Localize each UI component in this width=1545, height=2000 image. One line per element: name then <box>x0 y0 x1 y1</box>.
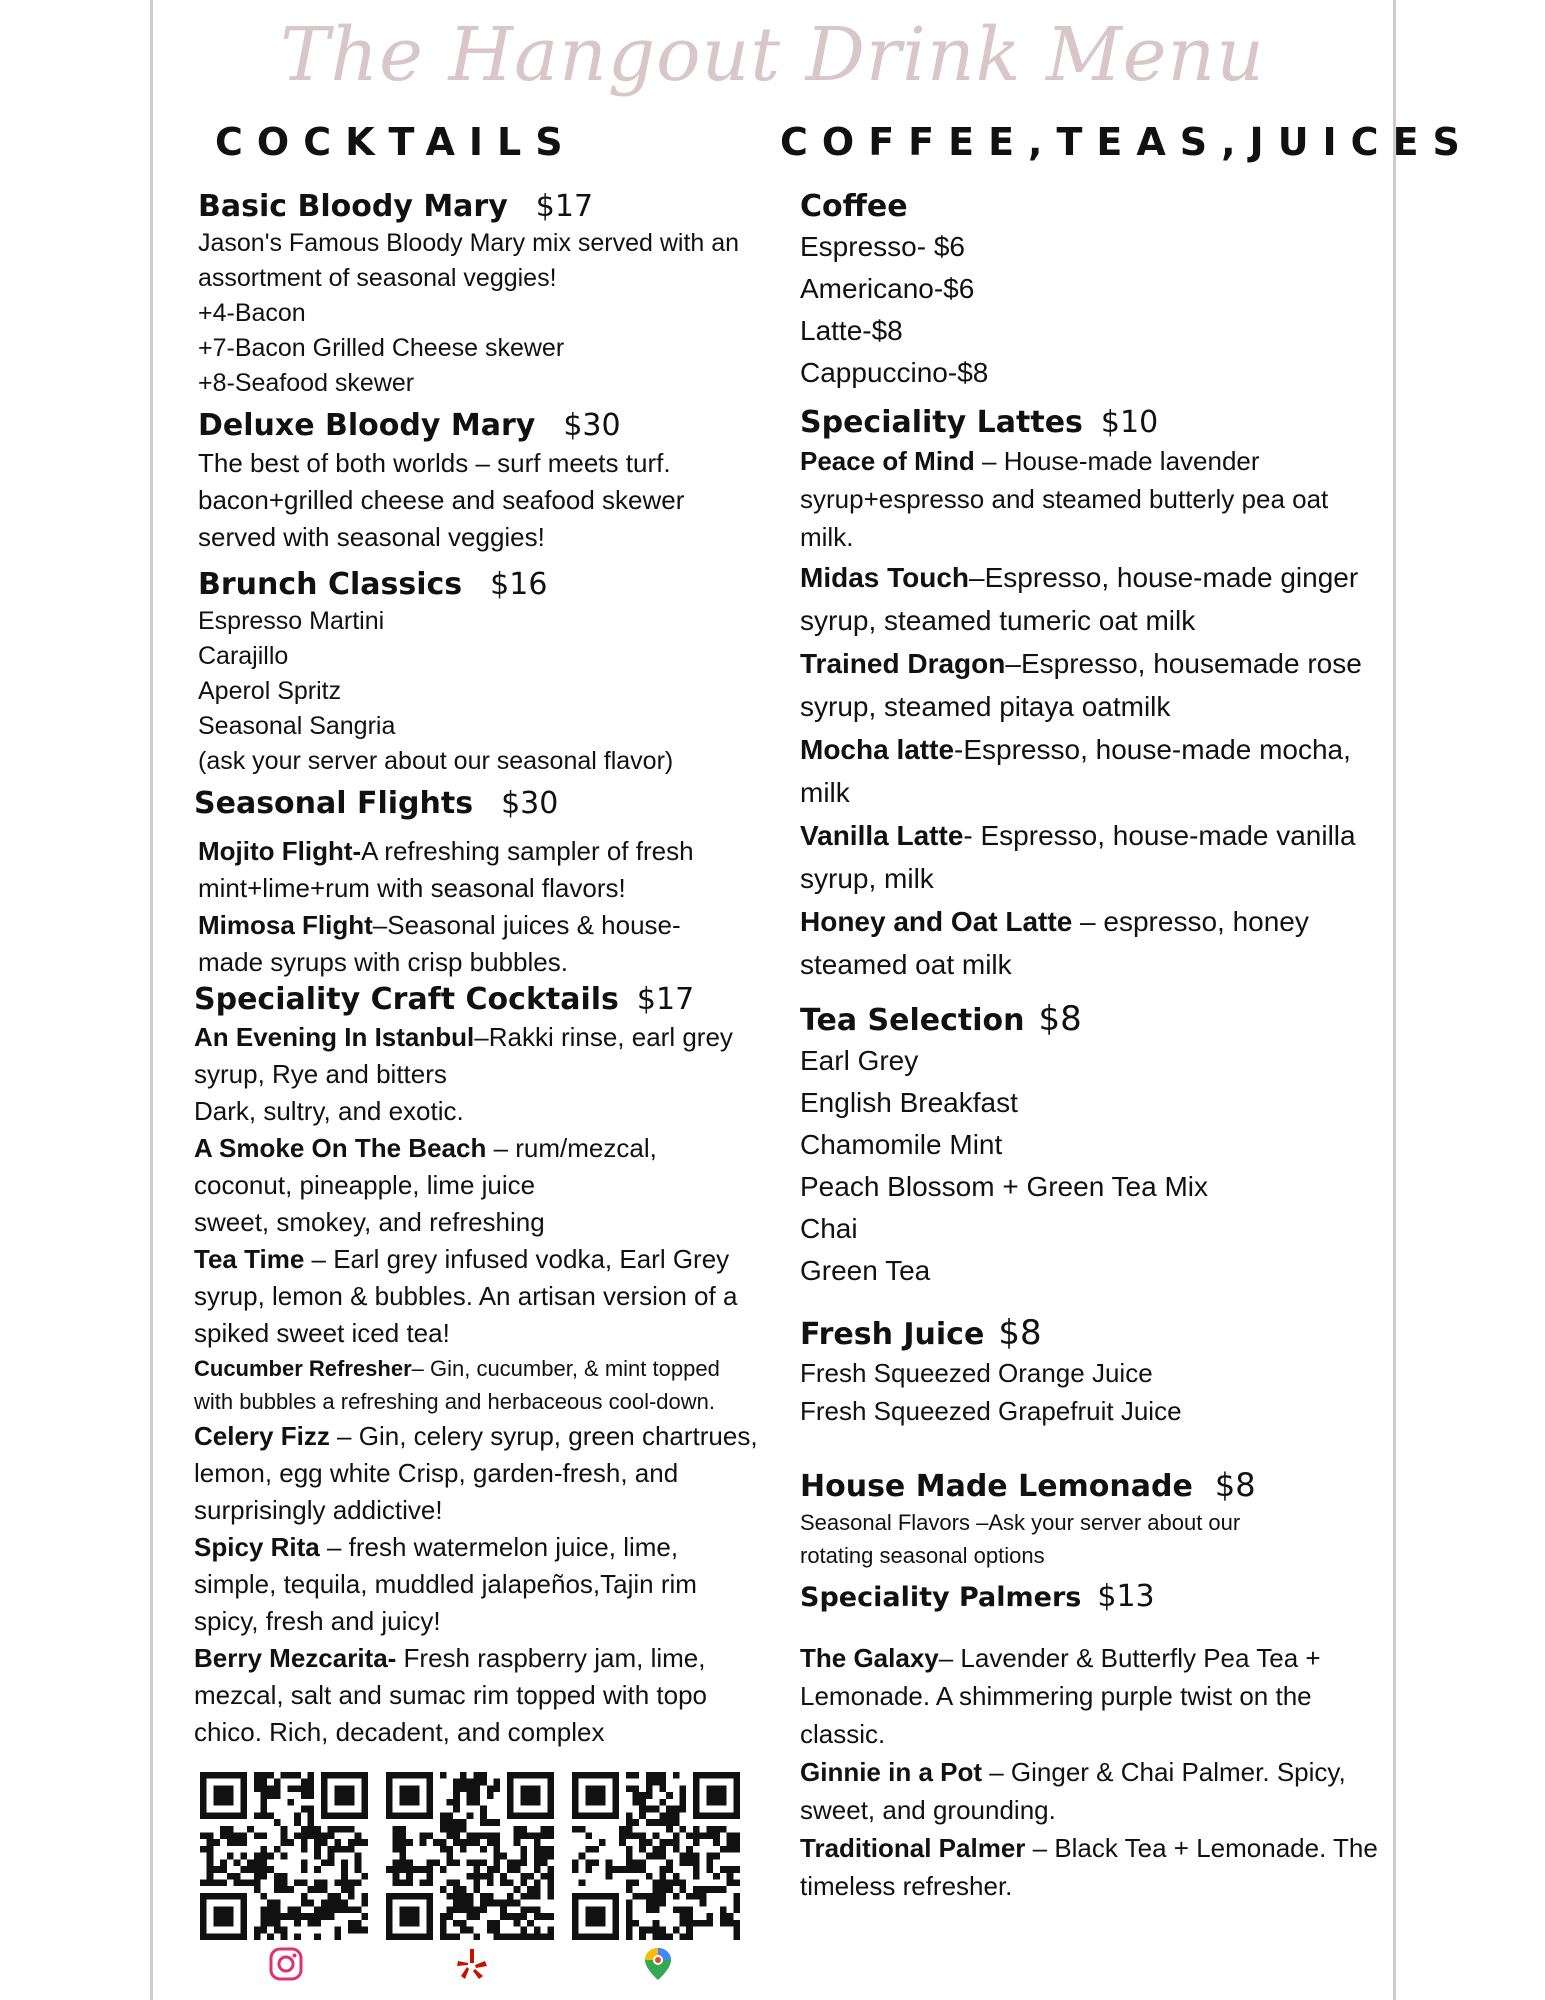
section-title: Deluxe Bloody Mary <box>198 408 536 443</box>
item-name: The Galaxy <box>800 1643 939 1673</box>
coffee-column <box>800 188 1380 1905</box>
menu-line: +7-Bacon Grilled Cheese skewer <box>198 334 565 362</box>
map-pin-icon[interactable] <box>640 1946 676 1982</box>
menu-item <box>800 900 1380 986</box>
basic-bloody-mary-section <box>198 188 758 401</box>
section-title: House Made Lemonade <box>800 1469 1193 1504</box>
menu-item <box>800 442 1380 556</box>
menu-line: English Breakfast <box>800 1087 1018 1118</box>
item-name: Spicy Rita <box>194 1532 320 1562</box>
yelp-qr-block <box>386 1772 558 1987</box>
yelp-qr-code[interactable] <box>386 1772 554 1940</box>
menu-item <box>194 1418 758 1529</box>
section-price: $13 <box>1097 1579 1155 1614</box>
item-name: Trained Dragon <box>800 648 1006 679</box>
item-name: Celery Fizz <box>194 1421 330 1451</box>
item-desc: – Lavender & Butterfly Pea Tea + Lemonade. A shimmering purple twist on the classic. <box>800 1643 1321 1749</box>
fresh-juice-section <box>800 1314 1380 1430</box>
menu-line: Jason's Famous Bloody Mary mix served with an <box>198 229 740 257</box>
maps-qr-block <box>572 1772 744 1987</box>
menu-line: rotating seasonal options <box>800 1543 1045 1568</box>
menu-line: Carajillo <box>198 642 289 670</box>
section-price: $17 <box>636 982 695 1017</box>
menu-line: Aperol Spritz <box>198 677 342 705</box>
menu-line: Fresh Squeezed Orange Juice <box>800 1358 1153 1388</box>
menu-line: served with seasonal veggies! <box>198 522 545 552</box>
instagram-qr-block <box>200 1772 372 1987</box>
item-name: Mocha latte <box>800 734 955 765</box>
section-title: Speciality Lattes <box>800 405 1083 440</box>
item-name: An Evening In Istanbul <box>194 1022 475 1052</box>
menu-line: The best of both worlds – surf meets turf. <box>198 448 671 478</box>
item-name: Berry Mezcarita- <box>194 1643 397 1673</box>
item-desc: – Gin, cucumber, & mint topped with bubbles a refreshing and herbaceous cool-down. <box>194 1356 720 1414</box>
menu-title: The Hangout Drink Menu <box>280 12 1265 98</box>
menu-line: Earl Grey <box>800 1045 919 1076</box>
item-name: Honey and Oat Latte <box>800 906 1073 937</box>
item-desc: – rum/mezcal, coconut, pineapple, lime juice <box>194 1133 657 1200</box>
speciality-lattes-section <box>800 404 1380 986</box>
item-desc: – fresh watermelon juice, lime, simple, tequila, muddled jalapeños,Tajin rim <box>194 1532 697 1599</box>
menu-item <box>198 907 718 981</box>
menu-item <box>194 1352 758 1418</box>
item-desc: – House-made lavender syrup+espresso and steamed butterly pea oat milk. <box>800 446 1329 552</box>
menu-item <box>194 1529 758 1640</box>
yelp-icon[interactable] <box>454 1946 490 1982</box>
section-price: $10 <box>1100 405 1159 440</box>
menu-line: Americano-$6 <box>800 273 975 304</box>
item-desc: – Earl grey infused vodka, Earl Grey syrup, lemon & bubbles. An artisan version of a spiked sweet iced tea! <box>194 1244 738 1348</box>
section-price: $17 <box>535 189 594 224</box>
item-desc: –Espresso, housemade rose syrup, steamed pitaya oatmilk <box>800 648 1362 722</box>
menu-line: Chamomile Mint <box>800 1129 1003 1160</box>
item-desc: - Espresso, house-made vanilla syrup, milk <box>800 820 1356 894</box>
speciality-craft-cocktails-section <box>194 981 758 1751</box>
item-desc: –Rakki rinse, earl grey syrup, Rye and bitters <box>194 1022 733 1089</box>
menu-line: Cappuccino-$8 <box>800 357 989 388</box>
instagram-qr-code[interactable] <box>200 1772 368 1940</box>
menu-line: Espresso- $6 <box>800 231 965 262</box>
item-desc: –Espresso, house-made ginger syrup, steamed tumeric oat milk <box>800 562 1359 636</box>
menu-item <box>194 1130 758 1241</box>
brunch-classics-section <box>198 566 758 779</box>
section-title: Speciality Palmers <box>800 1582 1082 1613</box>
item-name: Midas Touch <box>800 562 970 593</box>
menu-item <box>194 1019 758 1130</box>
menu-line: Green Tea <box>800 1255 931 1286</box>
house-made-lemonade-section <box>800 1466 1380 1572</box>
qr-code-row <box>200 1772 758 1987</box>
item-desc: – Gin, celery syrup, green chartrues, lemon, egg white Crisp, garden-fresh, and surprisingly addictive! <box>194 1421 758 1525</box>
item-name: Tea Time <box>194 1244 305 1274</box>
seasonal-flights-section <box>194 785 758 981</box>
menu-line: (ask your server about our seasonal flavor) <box>198 747 674 775</box>
menu-line: +4-Bacon <box>198 299 306 327</box>
instagram-icon[interactable] <box>268 1946 304 1982</box>
item-note: Dark, sultry, and exotic. <box>194 1096 464 1126</box>
item-desc: -Espresso, house-made mocha, milk <box>800 734 1351 808</box>
section-price: $8 <box>1038 999 1082 1039</box>
item-name: Traditional Palmer <box>800 1833 1026 1863</box>
item-name: Ginnie in a Pot <box>800 1757 983 1787</box>
menu-item <box>800 1829 1380 1905</box>
item-desc: A refreshing sampler of fresh mint+lime+rum with seasonal flavors! <box>198 836 694 903</box>
menu-line: Espresso Martini <box>198 607 385 635</box>
item-desc: – espresso, honey steamed oat milk <box>800 906 1309 980</box>
cocktails-heading: COCKTAILS <box>215 120 577 164</box>
section-title: Basic Bloody Mary <box>198 189 508 224</box>
speciality-palmers-section <box>800 1578 1380 1905</box>
item-name: Peace of Mind <box>800 446 975 476</box>
section-title: Brunch Classics <box>198 567 463 602</box>
section-price: $8 <box>998 1313 1042 1353</box>
item-desc: –Seasonal juices & house-made syrups with crisp bubbles. <box>198 910 681 977</box>
deluxe-bloody-mary-section <box>198 407 758 556</box>
menu-line: Fresh Squeezed Grapefruit Juice <box>800 1396 1182 1426</box>
tea-selection-section <box>800 1000 1380 1292</box>
menu-line: Seasonal Sangria <box>198 712 396 740</box>
section-title: Coffee <box>800 189 908 224</box>
menu-item <box>800 728 1380 814</box>
menu-item <box>800 642 1380 728</box>
item-desc: Fresh raspberry jam, lime, mezcal, salt and sumac rim topped with topo chico. Rich, decadent, and complex <box>194 1643 708 1747</box>
section-title: Tea Selection <box>800 1003 1025 1038</box>
menu-line: Chai <box>800 1213 858 1244</box>
menu-item <box>800 814 1380 900</box>
section-price: $30 <box>501 786 559 821</box>
section-title: Speciality Craft Cocktails <box>194 982 619 1017</box>
section-title: Fresh Juice <box>800 1317 985 1352</box>
item-name: Mimosa Flight <box>198 910 373 940</box>
menu-line: bacon+grilled cheese and seafood skewer <box>198 485 685 515</box>
section-price: $8 <box>1214 1466 1256 1504</box>
menu-item <box>800 1639 1380 1753</box>
menu-item <box>800 1753 1380 1829</box>
item-name: Mojito Flight- <box>198 836 362 866</box>
section-title: Seasonal Flights <box>194 786 474 821</box>
menu-item <box>194 1640 758 1751</box>
menu-line: Latte-$8 <box>800 315 903 346</box>
menu-line: assortment of seasonal veggies! <box>198 264 557 292</box>
item-name: A Smoke On The Beach <box>194 1133 487 1163</box>
section-price: $16 <box>490 567 548 602</box>
coffee-section <box>800 188 1380 394</box>
item-name: Vanilla Latte <box>800 820 964 851</box>
menu-item <box>198 833 758 907</box>
menu-item <box>800 556 1380 642</box>
menu-line: Seasonal Flavors –Ask your server about our <box>800 1510 1241 1535</box>
menu-line: +8-Seafood skewer <box>198 369 415 397</box>
menu-item <box>194 1241 758 1352</box>
item-note: sweet, smokey, and refreshing <box>194 1207 545 1237</box>
item-note: spicy, fresh and juicy! <box>194 1606 441 1636</box>
coffee-teas-juices-heading: COFFEE,TEAS,JUICES <box>780 120 1474 164</box>
section-price: $30 <box>563 408 621 443</box>
item-desc: – Ginger & Chai Palmer. Spicy, sweet, and grounding. <box>800 1757 1346 1825</box>
maps-qr-code[interactable] <box>572 1772 740 1940</box>
item-name: Cucumber Refresher <box>194 1356 412 1381</box>
menu-line: Peach Blossom + Green Tea Mix <box>800 1171 1209 1202</box>
cocktails-column <box>194 188 758 1751</box>
item-desc: – Black Tea + Lemonade. The timeless refresher. <box>800 1833 1378 1901</box>
